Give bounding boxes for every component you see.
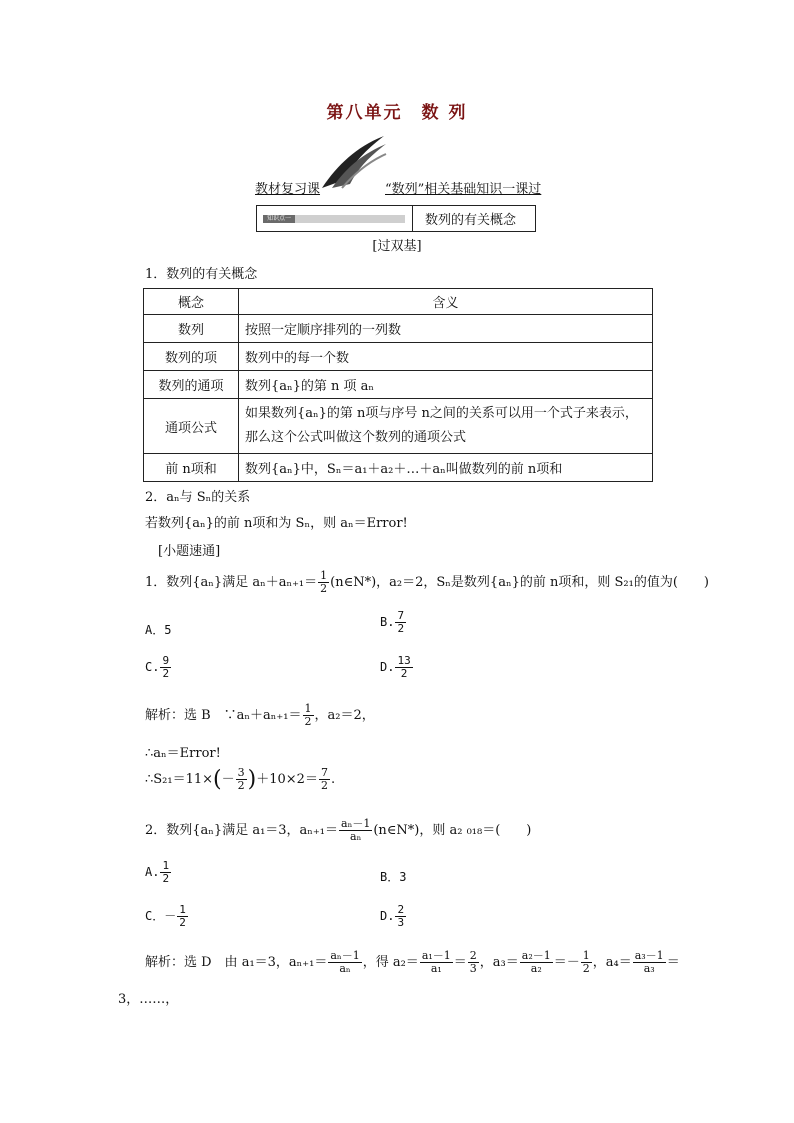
q1-option-c [145, 655, 172, 680]
q2-stem-end: (n∈N*)，则 a₂ ₀₁₈＝( ) [373, 823, 532, 838]
frac-num: 9 [162, 654, 170, 667]
solution-fraction [236, 767, 247, 792]
header-right: “数列”相关基础知识一课过 [385, 182, 542, 197]
option-fraction [160, 860, 171, 885]
frac-den: 2 [400, 667, 408, 680]
solution-fraction [520, 950, 553, 975]
q2-option-c [145, 904, 189, 929]
q1-stem-fraction [318, 570, 329, 595]
option-label: C．－ [145, 909, 177, 923]
knowledge-label: 数列的有关概念 [425, 213, 517, 228]
option-label: D. [380, 909, 395, 923]
table-header: 概念 [144, 289, 239, 315]
header-left: 教材复习课 [255, 182, 321, 197]
frac-den: 2 [162, 872, 170, 885]
solution-text: ，得 a₂＝ [362, 955, 419, 970]
frac-den: 2 [237, 779, 245, 792]
frac-den: 2 [179, 916, 186, 929]
practice-heading: [小题速通] [158, 544, 221, 559]
knowledge-tag: 知识点一 [263, 215, 295, 223]
solution-fraction [420, 950, 453, 975]
table-cell-term: 前 n项和 [144, 454, 239, 482]
relation-text: 若数列{aₙ}的前 n项和为 Sₙ，则 aₙ＝Error! [145, 516, 408, 531]
frac-num: aₙ－1 [341, 817, 371, 830]
frac-num: 2 [469, 949, 477, 962]
option-fraction [395, 904, 406, 929]
table-cell-meaning: 如果数列{aₙ}的第 n项与序号 n之间的关系可以用一个式子来表示，那么这个公式叫做这个数列的通项公式 [239, 399, 653, 454]
frac-den: a₂ [530, 962, 542, 975]
table-header: 含义 [239, 289, 653, 315]
option-label: C. [145, 660, 160, 674]
frac-den: aₙ [339, 962, 351, 975]
solution-fraction [581, 950, 592, 975]
solution-fraction [633, 950, 666, 975]
swoosh-logo-icon [318, 134, 388, 190]
page-title: 第八单元 数 列 [326, 103, 468, 123]
table-header-row [144, 289, 653, 315]
option-fraction [160, 655, 171, 680]
table-cell-term: 数列的通项 [144, 371, 239, 399]
frac-den: a₁ [430, 962, 442, 975]
knowledge-divider [412, 206, 413, 231]
q1-stem-start: 1．数列{aₙ}满足 aₙ＋aₙ₊₁＝ [145, 575, 318, 590]
q2-stem-start: 2．数列{aₙ}满足 a₁＝3，aₙ₊₁＝ [145, 823, 339, 838]
q2-stem [145, 818, 531, 843]
frac-den: 2 [304, 715, 312, 728]
table-row [144, 399, 653, 454]
solution-text: ，a₃＝ [479, 955, 519, 970]
frac-den: aₙ [350, 830, 362, 843]
frac-den: 2 [397, 622, 405, 635]
solution-fraction [468, 950, 479, 975]
q1-stem [145, 570, 709, 595]
frac-den: 2 [320, 779, 328, 792]
table-cell-term: 数列的项 [144, 343, 239, 371]
option-fraction [177, 904, 188, 929]
table-row [144, 454, 653, 482]
solution-text: ＋10×2＝ [256, 772, 318, 787]
table-cell-meaning: 按照一定顺序排列的一列数 [239, 315, 653, 343]
solution-fraction [319, 767, 330, 792]
frac-num: a₁－1 [421, 949, 451, 962]
frac-num: a₃－1 [634, 949, 664, 962]
frac-den: 2 [162, 667, 170, 680]
frac-den: 3 [397, 916, 405, 929]
subheading: [过双基] [372, 239, 422, 254]
solution-text: 解析：选 D 由 a₁＝3，aₙ₊₁＝ [145, 955, 328, 970]
solution-text: ∴S₂₁＝11× [145, 772, 214, 787]
table-cell-term: 数列 [144, 315, 239, 343]
table-cell-meaning: 数列{aₙ}中，Sₙ＝a₁＋a₂＋…＋aₙ叫做数列的前 n项和 [239, 454, 653, 482]
solution-text: ＝－ [553, 955, 580, 970]
table-cell-term: 通项公式 [144, 399, 239, 454]
frac-num: 1 [304, 702, 312, 715]
section-2-heading: 2．aₙ与 Sₙ的关系 [145, 490, 251, 505]
option-label: D. [380, 660, 395, 674]
q2-option-b: B．3 [380, 870, 407, 884]
option-label: B. [380, 615, 395, 629]
option-fraction [395, 610, 406, 635]
solution-text: ＝ [453, 955, 467, 970]
q2-solution [145, 950, 680, 975]
q2-option-a [145, 860, 172, 885]
solution-text: ＝ [666, 955, 680, 970]
frac-num: 1 [179, 903, 186, 916]
q1-solution-2: ∴aₙ＝Error! [145, 746, 221, 761]
frac-num: 1 [320, 569, 328, 582]
frac-num: aₙ－1 [330, 949, 360, 962]
table-cell-meaning: 数列{aₙ}的第 n 项 aₙ [239, 371, 653, 399]
frac-num: a₂－1 [521, 949, 551, 962]
frac-num: 1 [582, 949, 590, 962]
q1-stem-end: (n∈N*)，a₂＝2，Sₙ是数列{aₙ}的前 n项和，则 S₂₁的值为( ) [330, 575, 709, 590]
q1-option-a: A．5 [145, 623, 172, 637]
frac-den: 3 [469, 962, 477, 975]
q2-solution-continued: 3，……， [118, 992, 179, 1007]
solution-text: 解析：选 B ∵aₙ＋aₙ₊₁＝ [145, 708, 302, 723]
q1-option-b [380, 610, 407, 635]
table-cell-meaning: 数列中的每一个数 [239, 343, 653, 371]
frac-num: 7 [320, 766, 328, 779]
knowledge-box [256, 205, 536, 232]
solution-text: ，a₂＝2， [314, 708, 375, 723]
option-fraction [395, 655, 412, 680]
concept-table [143, 288, 653, 482]
frac-den: 2 [582, 962, 590, 975]
frac-num: 1 [162, 859, 170, 872]
frac-den: 2 [320, 582, 328, 595]
q2-option-d [380, 904, 407, 929]
q1-solution-1 [145, 703, 375, 728]
solution-text: ，a₄＝ [592, 955, 632, 970]
table-row [144, 343, 653, 371]
frac-den: a₃ [643, 962, 655, 975]
frac-num: 13 [397, 654, 411, 667]
table-row [144, 315, 653, 343]
table-row [144, 371, 653, 399]
q1-option-d [380, 655, 414, 680]
frac-num: 7 [397, 609, 405, 622]
solution-fraction [303, 703, 314, 728]
frac-num: 3 [237, 766, 245, 779]
section-1-heading: 1．数列的有关概念 [145, 267, 258, 282]
solution-fraction [328, 950, 361, 975]
frac-num: 2 [397, 903, 405, 916]
q1-solution-3: ∴S₂₁＝11×(－ $\frac{3}{2}$ )＋10×2＝ $\frac{7}{2}$ . [145, 766, 336, 792]
option-label: A. [145, 865, 160, 879]
q2-stem-fraction [339, 818, 372, 843]
